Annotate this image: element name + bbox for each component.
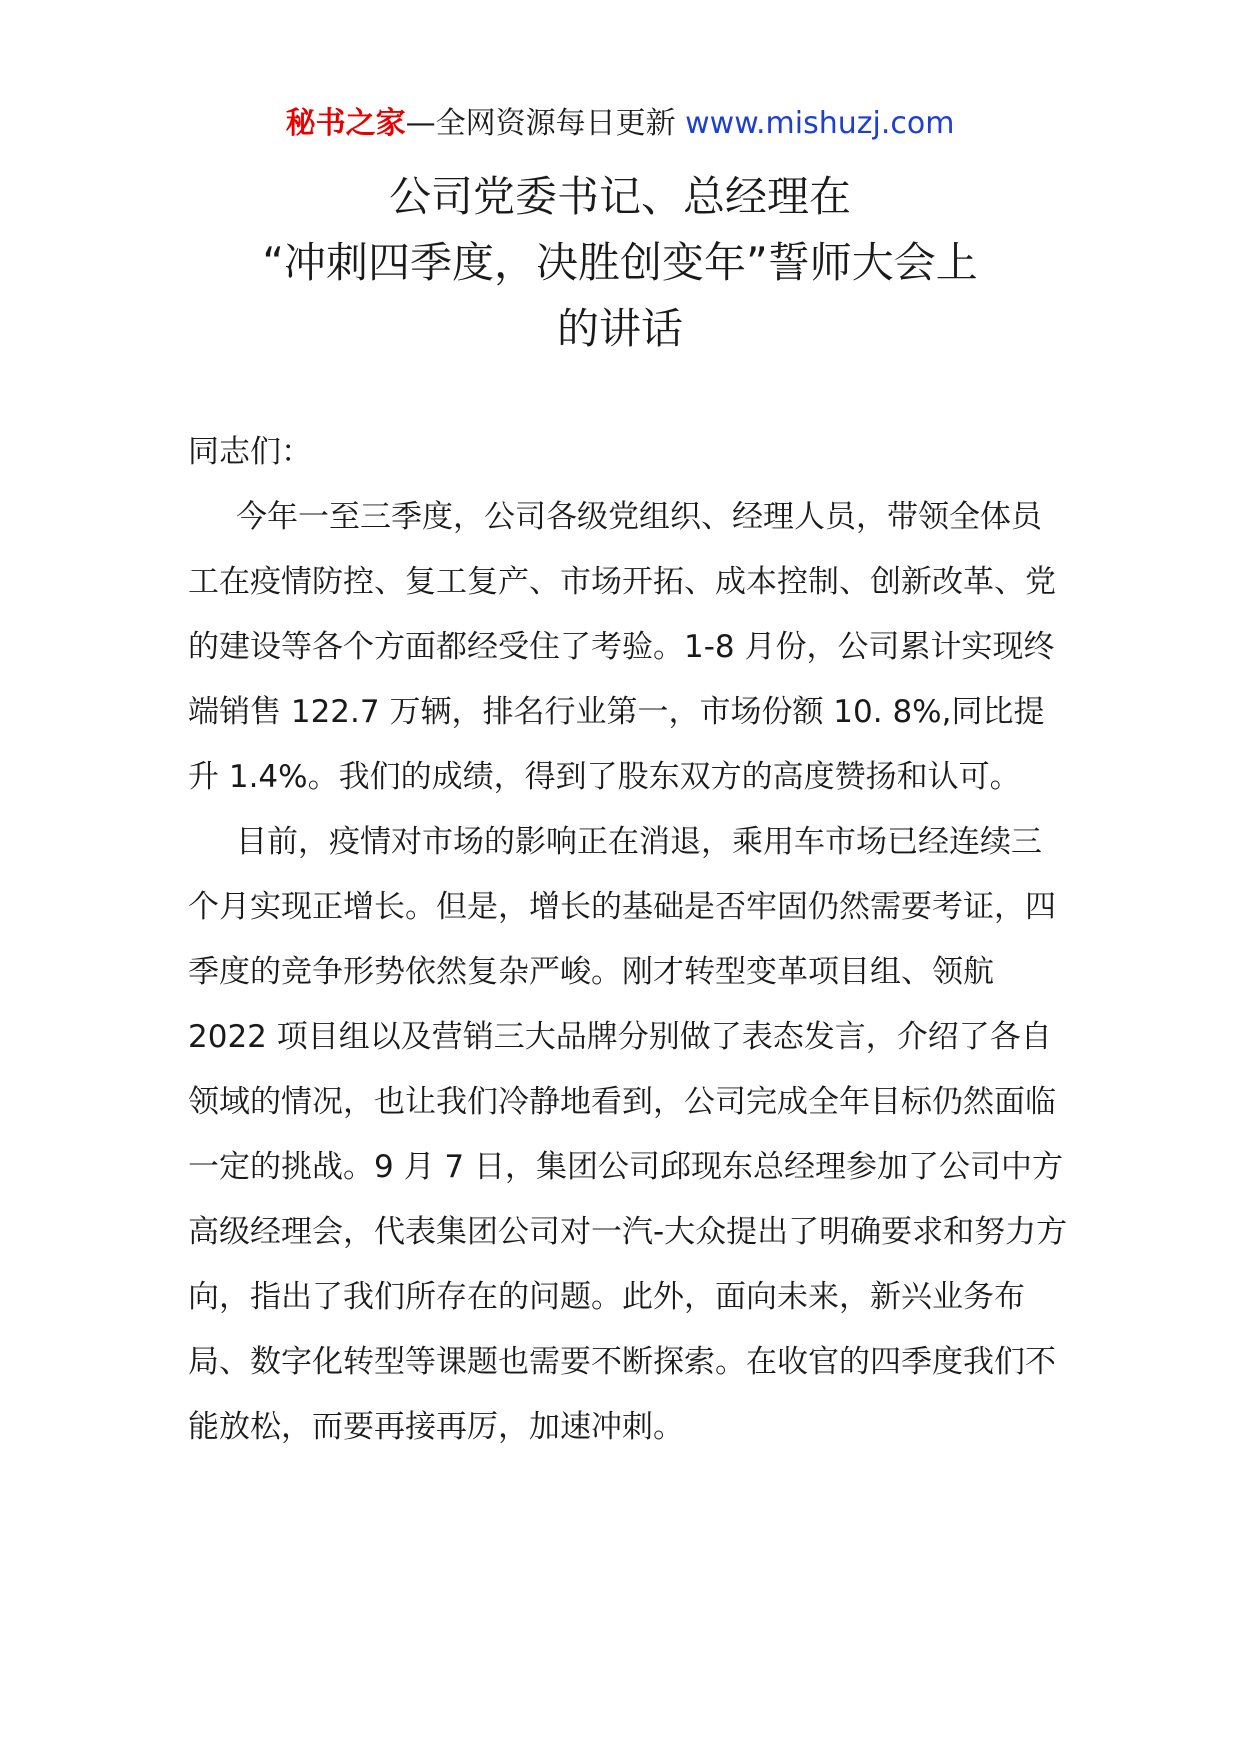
title-line-1: 公司党委书记、总经理在: [388, 172, 851, 221]
site-url-link[interactable]: www.mishuzj.com: [685, 106, 955, 141]
document-body: [188, 420, 1068, 1460]
paragraph-2: 目前，疫情对市场的影响正在消退，乘用车市场已经连续三 个月实现正增长。但是，增长的基础是否牢固仍然需要考证，四季度的竞争形势依然复杂严峻。刚才转型变革项目组、领航 2022 项目组以及营销三大品牌分别做了表态发言，介绍了各自领域的情况，也让我们冷静地看到，公司完成全年目标仍然面临一定的挑战。9 月 7 日，集团公司邱现东总经理参加了公司中方高级经理会，代表集团公司对一汽-大众提出了明确要求和努力方向，指出了我们所存在的问题。此外，面向未来，新兴业务布局、数字化转型等课题也需要不断探索。在收官的四季度我们不能放松，而要再接再厉，加速冲刺。: [188, 824, 1068, 1445]
site-banner: [0, 104, 1240, 144]
brand-name: 秘书之家: [285, 106, 406, 141]
document-title: [0, 164, 1240, 362]
banner-slogan: —全网资源每日更新: [405, 106, 686, 141]
salutation: 同志们：: [188, 434, 312, 470]
title-line-2: “冲刺四季度，决胜创变年”誓师大会上: [262, 238, 978, 287]
title-line-3: 的讲话: [556, 304, 683, 353]
paragraph-1: 今年一至三季度，公司各级党组织、经理人员，带领全体员工在疫情防控、复工复产、市场开拓、成本控制、创新改革、党的建设等各个方面都经受住了考验。1-8 月份，公司累计实现终 端销售 122.7 万辆，排名行业第一，市场份额 10. 8%,同比提升 1.4%。我们的成绩，得到了股东双方的高度赞扬和认可。: [188, 499, 1056, 795]
